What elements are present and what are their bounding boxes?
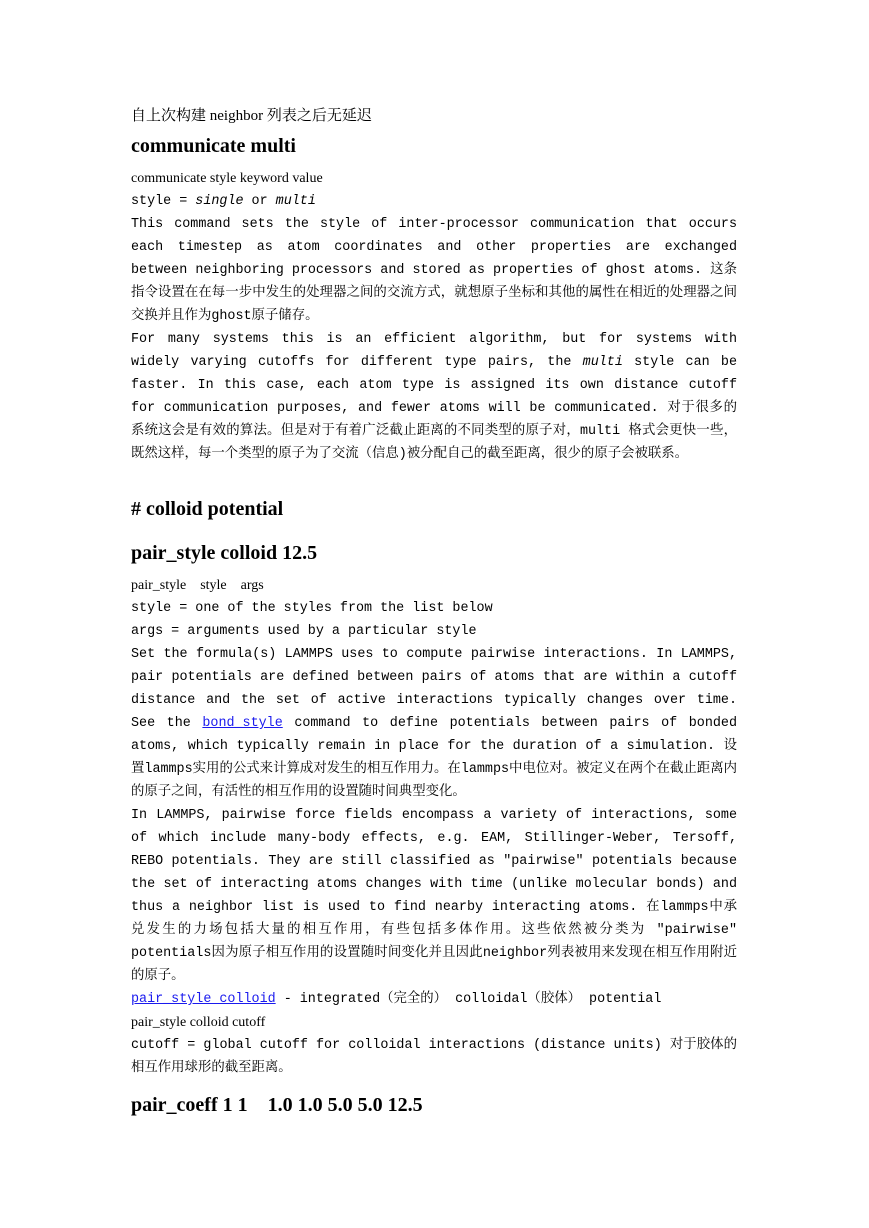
para1-part-a: Set the formula(s) LAMMPS uses to compute pairwise interactions. In LAMMPS, pair potentials are defined between pairs of atoms that are within a cutoff distance and the set of active interactions typically changes over time. See the <box>131 647 737 731</box>
communicate-syntax: communicate style keyword value <box>131 171 323 186</box>
intro-line: 自上次构建 neighbor 列表之后无延迟 <box>131 108 372 124</box>
pair-style-colloid-link-line <box>131 988 737 1011</box>
para2-part-a: For many systems this is an efficient algorithm, but for systems with widely varying cutoffs for different type pairs, the <box>131 332 737 370</box>
style-or: or <box>243 194 276 209</box>
pair-style-paragraph-2: In LAMMPS, pairwise force fields encompass a variety of interactions, some of which include many-body effects, e.g. EAM, Stillinger-Weber, Tersoff, REBO potentials. They are still classified as "pairwise" potentials because the set of interacting atoms changes with time (unlike molecular bonds) and thus a neighbor list is used to find nearby interacting atoms. 在lammps中承兑发生的力场包括大量的相互作用，有些包括多体作用。这些依然被分类为 "pairwise" potentials因为原子相互作用的设置随时间变化并且因此neighbor列表被用来发现在相互作用附近的原子。 <box>131 808 737 984</box>
communicate-heading: communicate multi <box>131 135 296 157</box>
cutoff-description: cutoff = global cutoff for colloidal interactions (distance units) 对于胶体的相互作用球形的截至距离。 <box>131 1038 737 1076</box>
pair-style-syntax: pair_style style args <box>131 578 264 593</box>
para2-italic: multi <box>582 355 623 370</box>
style-prefix: style = <box>131 194 196 209</box>
bond-style-link[interactable]: bond_style <box>202 716 283 731</box>
para1-part-b: command to define potentials between pairs of bonded atoms, which typically remain in place for the duration of a simulation. 设置lammps实用的公式来计算成对发生的相互作用力。在lammps中电位对。被定义在两个在截止距离内的原子之间，有活性的相互作用的设置随时间典型变化。 <box>131 716 737 800</box>
pair-style-colloid-cutoff-syntax: pair_style colloid cutoff <box>131 1015 266 1030</box>
pair-style-heading: pair_style colloid 12.5 <box>131 542 318 564</box>
para2-part-b: style can be faster. In this case, each atom type is assigned its own distance cutoff for communication purposes, and fewer atoms will be communicated. 对于很多的系统这会是有效的算法。但是对于有着广泛截止距离的不同类型的原子对，multi 格式会更快一些，既然这样，每一个类型的原子为了交流（信息)被分配自己的截至距离，很少的原子会被联系。 <box>131 355 737 462</box>
pair-style-paragraph-1 <box>131 643 737 804</box>
pair-style-colloid-link[interactable]: pair_style colloid <box>131 992 276 1007</box>
communicate-style-line <box>131 190 737 213</box>
pair-coeff-heading: pair_coeff 1 1 1.0 1.0 5.0 5.0 12.5 <box>131 1094 423 1116</box>
style-single: single <box>195 194 244 209</box>
communicate-paragraph-2 <box>131 328 737 466</box>
document-page <box>131 104 737 1118</box>
link-line-rest: - integrated（完全的） colloidal（胶体） potential <box>275 992 662 1007</box>
pair-style-args-line: args = arguments used by a particular style <box>131 624 477 639</box>
communicate-paragraph-1: This command sets the style of inter-processor communication that occurs each timestep as atom coordinates and other properties are exchanged between neighboring processors and stored as properties of ghost atoms. 这条指令设置在在每一步中发生的处理器之间的交流方式，就想原子坐标和其他的属性在相近的处理器之间交换并且作为ghost原子储存。 <box>131 217 737 324</box>
style-multi: multi <box>275 194 316 209</box>
pair-style-style-line: style = one of the styles from the list below <box>131 601 493 616</box>
colloid-potential-heading: # colloid potential <box>131 498 284 520</box>
